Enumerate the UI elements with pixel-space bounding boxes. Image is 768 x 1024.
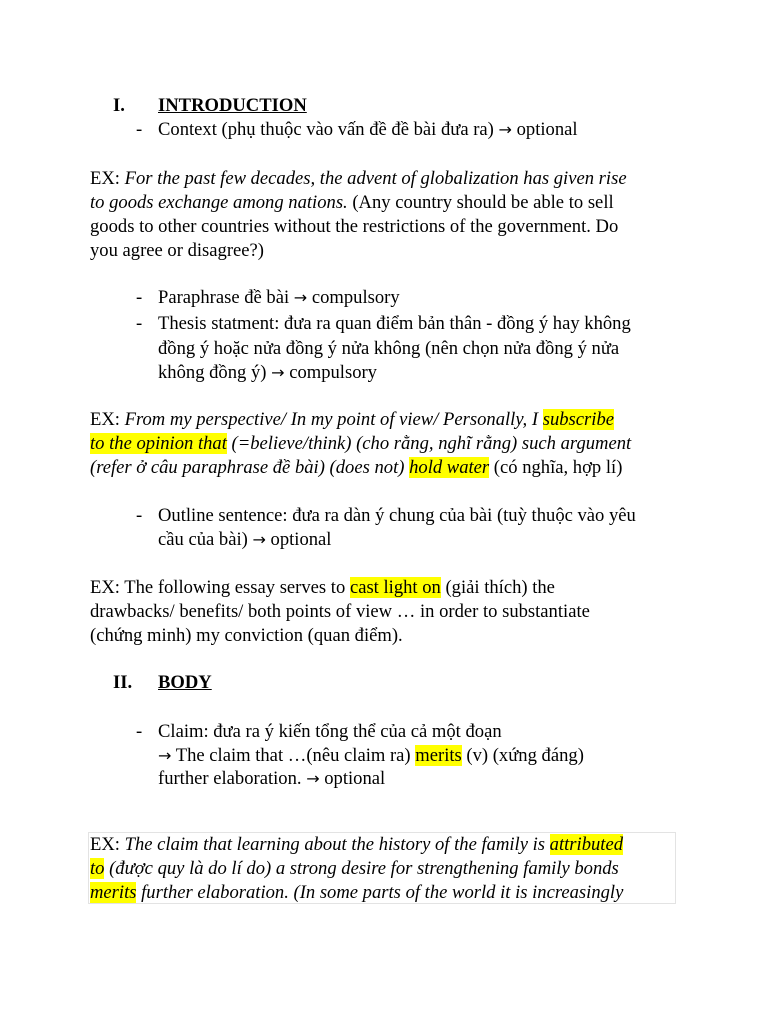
bullet-dash: - [136,287,143,308]
section-2-title: BODY [158,672,212,693]
outline-line-2: cầu của bài) → optional [158,529,332,550]
example-2-line-3: (refer ở câu paraphrase đề bài) (does not) hold water (có nghĩa, hợp lí) [90,457,623,478]
highlight-merits: merits [415,745,462,766]
thesis-line-3: không đồng ý) → compulsory [158,362,377,383]
section-1-title: INTRODUCTION [158,95,307,116]
bullet-dash: - [136,313,143,334]
bullet-dash: - [136,119,143,140]
highlight-opinion: to the opinion that [90,433,227,454]
arrow-right-icon: → [498,120,512,139]
highlight-attributed: attributed [549,834,624,855]
paraphrase-item: Paraphrase đề bài → compulsory [158,287,400,308]
example-4-line-2: to (được quy là do lí do) a strong desire for strengthening family bonds [90,858,619,879]
arrow-right-icon: → [158,746,172,765]
claim-line-3: further elaboration. → optional [158,768,386,789]
example-1-line-4: you agree or disagree?) [90,240,264,261]
section-2-number: II. [113,672,133,693]
claim-line-1: Claim: đưa ra ý kiến tổng thể của cả một đoạn [158,721,502,742]
example-2-line-2: to the opinion that (=believe/think) (cho rằng, nghĩ rằng) such argument [90,433,632,454]
example-3-line-2: drawbacks/ benefits/ both points of view … in order to substantiate [90,601,590,622]
example-4-line-3: merits further elaboration. (In some parts of the world it is increasingly [90,882,624,903]
outline-line-1: Outline sentence: đưa ra dàn ý chung của bài (tuỳ thuộc vào yêu [158,505,636,526]
thesis-line-1: Thesis statment: đưa ra quan điểm bản thân - đồng ý hay không [158,313,631,334]
arrow-right-icon: → [271,363,285,382]
claim-line-2: → The claim that …(nêu claim ra) merits (v) (xứng đáng) [158,745,584,766]
highlight-subscribe: subscribe [542,409,614,430]
bullet-dash: - [136,721,143,742]
bullet-dash: - [136,505,143,526]
context-item: Context (phụ thuộc vào vấn đề đề bài đưa ra) → optional [158,119,578,140]
example-4-box [88,832,676,904]
example-1-line-2: to goods exchange among nations. (Any country should be able to sell [90,192,614,213]
example-3-line-3: (chứng minh) my conviction (quan điểm). [90,625,403,646]
highlight-cast-light: cast light on [349,577,441,598]
example-1-line-3: goods to other countries without the restrictions of the government. Do [90,216,619,237]
section-1-number: I. [113,95,125,116]
highlight-to: to [90,858,105,879]
highlight-merits-example: merits [90,882,137,903]
example-2-line-1: EX: From my perspective/ In my point of view/ Personally, I subscribe [90,409,614,430]
arrow-right-icon: → [293,288,308,307]
highlight-hold-water: hold water [409,457,490,478]
arrow-right-icon: → [252,530,266,549]
example-3-line-1: EX: The following essay serves to cast light on (giải thích) the [90,577,555,598]
example-1-line-1: EX: For the past few decades, the advent of globalization has given rise [90,168,627,189]
arrow-right-icon: → [306,769,320,788]
example-4-line-1: EX: The claim that learning about the history of the family is attributed [90,834,624,855]
thesis-line-2: đồng ý hoặc nửa đồng ý nửa không (nên chọn nửa đồng ý nửa [158,338,620,359]
